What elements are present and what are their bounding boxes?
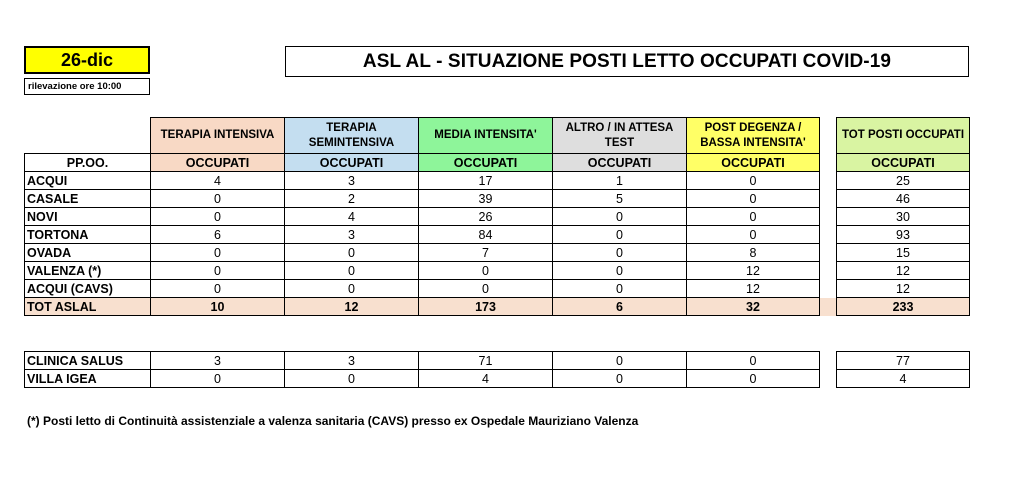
column-gap — [820, 190, 837, 208]
col-header-terapia-intensiva: TERAPIA INTENSIVA — [151, 118, 285, 154]
date-badge: 26-dic — [24, 46, 150, 74]
cell-value: 0 — [687, 208, 820, 226]
table-header-row — [25, 118, 970, 154]
table-row — [25, 262, 970, 280]
subheader-occupati: OCCUPATI — [837, 154, 970, 172]
column-gap — [820, 154, 837, 172]
cell-value: 0 — [553, 208, 687, 226]
table-row — [25, 244, 970, 262]
cell-value: 6 — [553, 298, 687, 316]
cell-value: 3 — [151, 352, 285, 370]
cell-value: 6 — [151, 226, 285, 244]
column-gap — [820, 226, 837, 244]
cell-value: 12 — [687, 262, 820, 280]
cell-total: 12 — [837, 280, 970, 298]
column-gap — [820, 370, 837, 388]
cell-value: 39 — [419, 190, 553, 208]
cell-value: 0 — [285, 280, 419, 298]
cell-value: 0 — [151, 208, 285, 226]
cell-value: 0 — [553, 280, 687, 298]
cell-value: 2 — [285, 190, 419, 208]
row-label: TOT ASLAL — [25, 298, 151, 316]
cell-total: 233 — [837, 298, 970, 316]
col-header-post-degenza: POST DEGENZA / BASSA INTENSITA' — [687, 118, 820, 154]
footnote: (*) Posti letto di Continuità assistenziale a valenza sanitaria (CAVS) presso ex Ospedale Mauriziano Valenza — [27, 414, 639, 428]
cell-value: 3 — [285, 352, 419, 370]
row-label: VILLA IGEA — [25, 370, 151, 388]
cell-value: 10 — [151, 298, 285, 316]
cell-total: 4 — [837, 370, 970, 388]
col-header-terapia-semintensiva: TERAPIA SEMINTENSIVA — [285, 118, 419, 154]
col-header-altro: ALTRO / IN ATTESA TEST — [553, 118, 687, 154]
cell-value: 5 — [553, 190, 687, 208]
table-row — [25, 226, 970, 244]
cell-value: 0 — [419, 262, 553, 280]
row-label: TORTONA — [25, 226, 151, 244]
cell-total: 93 — [837, 226, 970, 244]
table-row — [25, 208, 970, 226]
column-gap — [820, 208, 837, 226]
column-gap — [820, 172, 837, 190]
cell-total: 77 — [837, 352, 970, 370]
cell-value: 1 — [553, 172, 687, 190]
header-spacer — [25, 118, 151, 154]
cell-value: 3 — [285, 226, 419, 244]
cell-value: 8 — [687, 244, 820, 262]
table-row — [25, 280, 970, 298]
row-label: VALENZA (*) — [25, 262, 151, 280]
subheader-occupati: OCCUPATI — [687, 154, 820, 172]
column-gap — [820, 280, 837, 298]
table-row — [25, 172, 970, 190]
cell-total: 15 — [837, 244, 970, 262]
cell-value: 4 — [285, 208, 419, 226]
cell-value: 0 — [553, 370, 687, 388]
cell-value: 0 — [285, 370, 419, 388]
subheader-occupati: OCCUPATI — [285, 154, 419, 172]
column-gap — [820, 298, 837, 316]
cell-value: 0 — [687, 226, 820, 244]
row-label: ACQUI — [25, 172, 151, 190]
table-row — [25, 190, 970, 208]
cell-value: 84 — [419, 226, 553, 244]
page-title: ASL AL - SITUAZIONE POSTI LETTO OCCUPATI COVID-19 — [285, 46, 969, 77]
cell-total: 12 — [837, 262, 970, 280]
table-subheader-row — [25, 154, 970, 172]
subheader-occupati: OCCUPATI — [151, 154, 285, 172]
cell-value: 0 — [687, 370, 820, 388]
cell-value: 4 — [419, 370, 553, 388]
cell-value: 0 — [151, 190, 285, 208]
row-label: CASALE — [25, 190, 151, 208]
cell-total: 46 — [837, 190, 970, 208]
cell-value: 0 — [419, 280, 553, 298]
row-label: NOVI — [25, 208, 151, 226]
cell-value: 0 — [553, 244, 687, 262]
column-gap — [820, 352, 837, 370]
cell-value: 3 — [285, 172, 419, 190]
main-table — [24, 117, 970, 316]
cell-value: 32 — [687, 298, 820, 316]
row-label: CLINICA SALUS — [25, 352, 151, 370]
survey-time-label: rilevazione ore 10:00 — [24, 78, 150, 95]
cell-value: 173 — [419, 298, 553, 316]
row-label: ACQUI (CAVS) — [25, 280, 151, 298]
table-row — [25, 298, 970, 316]
subheader-pp-oo: PP.OO. — [25, 154, 151, 172]
column-gap — [820, 118, 837, 154]
cell-value: 0 — [553, 352, 687, 370]
cell-value: 0 — [553, 226, 687, 244]
table-row — [25, 370, 970, 388]
col-header-media-intensita: MEDIA INTENSITA' — [419, 118, 553, 154]
col-header-tot-posti: TOT POSTI OCCUPATI — [837, 118, 970, 154]
cell-value: 71 — [419, 352, 553, 370]
cell-value: 12 — [687, 280, 820, 298]
cell-value: 0 — [285, 244, 419, 262]
cell-total: 30 — [837, 208, 970, 226]
row-label: OVADA — [25, 244, 151, 262]
table-row — [25, 352, 970, 370]
cell-value: 0 — [553, 262, 687, 280]
cell-value: 0 — [151, 370, 285, 388]
secondary-table — [24, 351, 970, 388]
cell-value: 26 — [419, 208, 553, 226]
cell-value: 0 — [151, 262, 285, 280]
cell-value: 0 — [285, 262, 419, 280]
cell-value: 0 — [151, 244, 285, 262]
cell-value: 0 — [151, 280, 285, 298]
cell-value: 0 — [687, 352, 820, 370]
cell-value: 4 — [151, 172, 285, 190]
cell-value: 0 — [687, 190, 820, 208]
cell-value: 17 — [419, 172, 553, 190]
column-gap — [820, 244, 837, 262]
cell-value: 12 — [285, 298, 419, 316]
cell-value: 7 — [419, 244, 553, 262]
subheader-occupati: OCCUPATI — [553, 154, 687, 172]
cell-value: 0 — [687, 172, 820, 190]
column-gap — [820, 262, 837, 280]
cell-total: 25 — [837, 172, 970, 190]
subheader-occupati: OCCUPATI — [419, 154, 553, 172]
